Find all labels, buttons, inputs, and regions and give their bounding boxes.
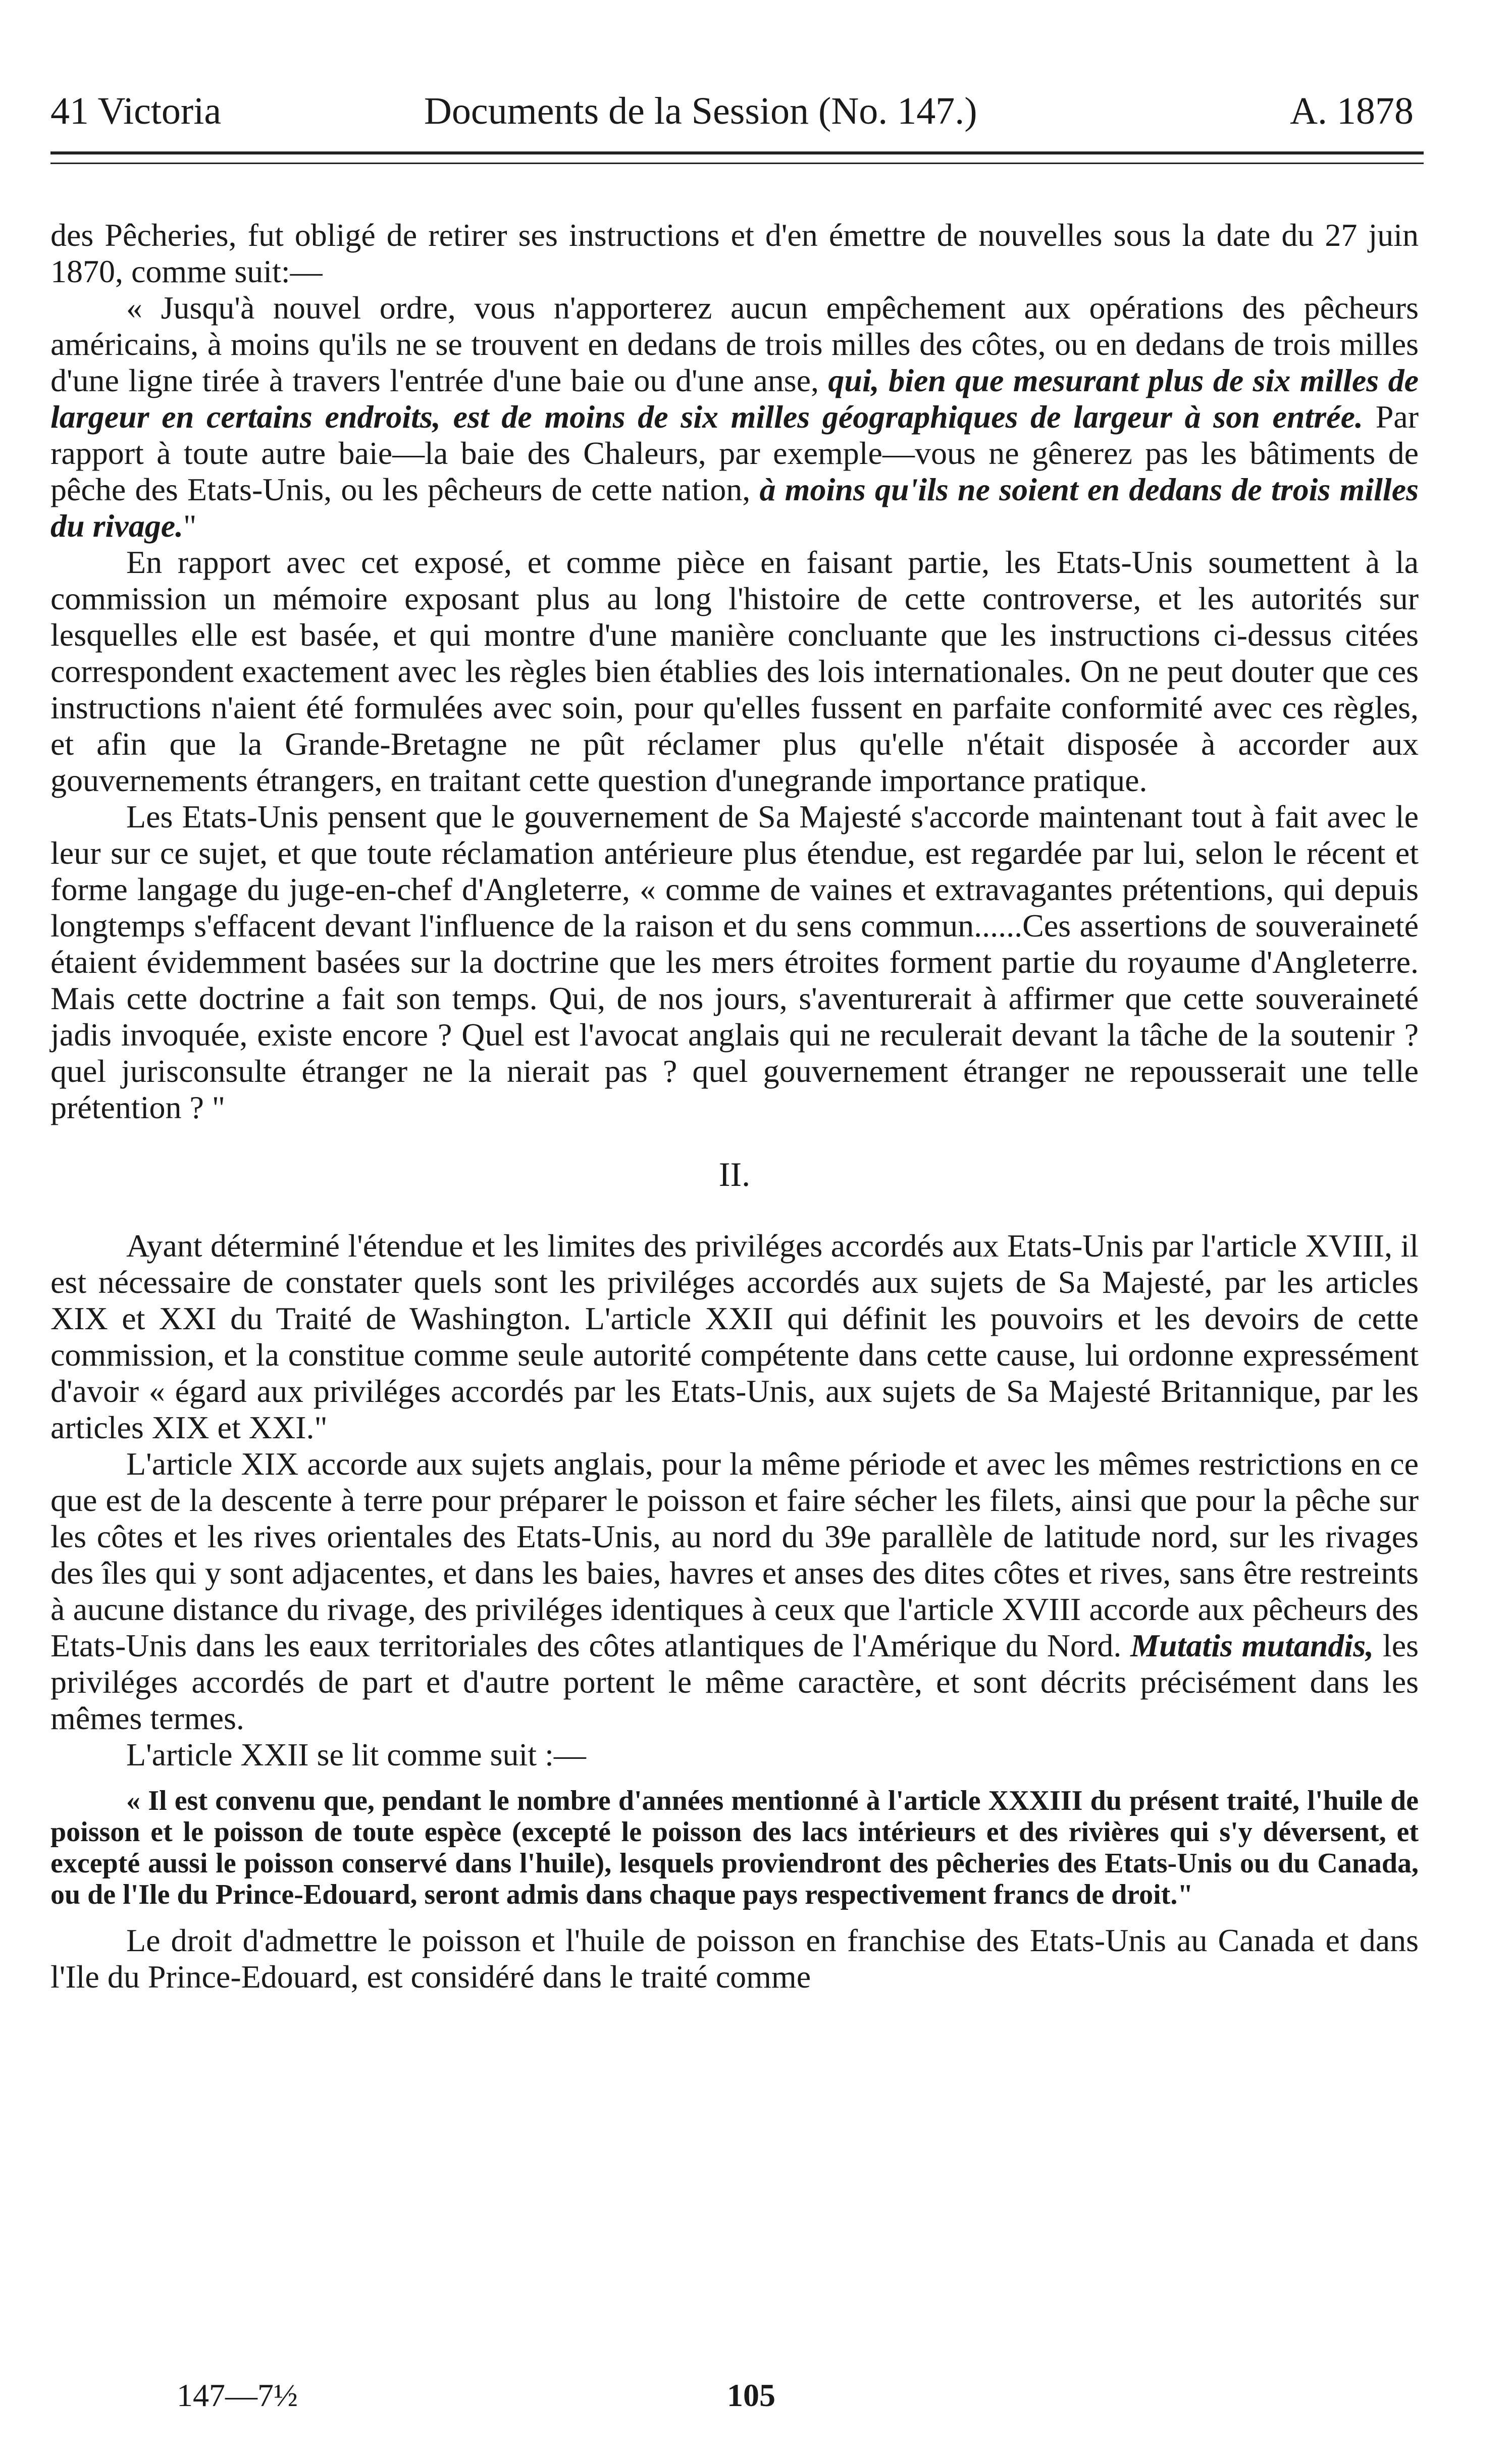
spacer — [50, 1910, 1419, 1922]
paragraph: Ayant déterminé l'étendue et les limites des priviléges accordés aux Etats-Unis par l'article XVIII, il est nécessaire de constater quels sont les priviléges accordés aux sujets de Sa Majesté, par les articles XIX et XXI du Traité de Washington. L'article XXII qui définit les pouvoirs et les devoirs de cette commission, et la constitue comme seule autorité compétente dans cette cause, lui ordonne expressément d'avoir « égard aux priviléges accordés par les Etats-Unis, aux sujets de Sa Majesté Britannique, par les articles XIX et XXI." — [50, 1228, 1419, 1445]
header-rule-thin — [50, 163, 1424, 164]
signature-mark: 147—7½ — [177, 2377, 298, 2413]
page-footer — [50, 2375, 1419, 2421]
text-run: les priviléges accordés de part et d'autre portent le même caractère, et sont décrits précisément dans les mêmes termes. — [50, 1628, 1419, 1736]
text-run: " — [183, 508, 197, 544]
text-run: Par rapport à toute autre baie—la baie des Chaleurs, par exemple—vous ne gênerez pas les bâtiments de pêche des Etats-Unis, ou les pêcheurs de cette nation, — [50, 399, 1419, 507]
paragraph: Le droit d'admettre le poisson et l'huile de poisson en franchise des Etats-Unis au Canada et dans l'Ile du Prince-Edouard, est considéré dans le traité comme — [50, 1922, 1419, 1995]
paragraph — [50, 1446, 1419, 1737]
page-body — [50, 217, 1419, 1995]
page-header — [50, 86, 1414, 141]
section-heading: II. — [718, 1155, 751, 1193]
paragraph: des Pêcheries, fut obligé de retirer ses instructions et d'en émettre de nouvelles sous la date du 27 juin 1870, comme suit:— — [50, 217, 1419, 289]
spacer — [50, 1773, 1419, 1785]
paragraph: Les Etats-Unis pensent que le gouvernement de Sa Majesté s'accorde maintenant tout à fait avec le leur sur ce sujet, et que toute réclamation antérieure plus étendue, est regardée par lui, selon le récent et forme langage du juge-en-chef d'Angleterre, « comme de vaines et extravagantes prétentions, qui depuis longtemps s'effacent devant l'influence de la raison et du sens commun......Ces assertions de souveraineté étaient évidemment basées sur la doctrine que les mers étroites forment partie du royaume d'Angleterre. Mais cette doctrine a fait son temps. Qui, de nos jours, s'aventurerait à affirmer que cette souveraineté jadis invoquée, existe encore ? Quel est l'avocat anglais qui ne reculerait devant la tâche de la soutenir ? quel jurisconsulte étranger ne la nierait pas ? quel gouvernement étranger ne repousserait une telle prétention ? " — [50, 799, 1419, 1125]
paragraph: En rapport avec cet exposé, et comme pièce en faisant partie, les Etats-Unis soumettent à la commission un mémoire exposant plus au long l'histoire de cette controverse, et les autorités sur lesquelles elle est basée, et qui montre d'une manière concluante que les instructions ci-dessus citées correspondent exactement avec les règles bien établies des lois internationales. On ne peut douter que ces instructions n'aient été formulées avec soin, pour qu'elles fussent en parfaite conformité avec ces règles, et afin que la Grande-Bretagne ne pût réclamer plus qu'elle n'était disposée à accorder aux gouvernements étrangers, en traitant cette question d'unegrande importance pratique. — [50, 544, 1419, 798]
header-rule-thick — [50, 151, 1424, 154]
header-volume: 41 Victoria — [50, 90, 222, 132]
quoted-instructions — [50, 290, 1419, 544]
text-run: L'article XIX accorde aux sujets anglais, pour la même période et avec les mêmes restrictions en ce que est de la descente à terre pour préparer le poisson et faire sécher les filets, ainsi que pour la pêche sur les côtes et les rives orientales des Etats-Unis, au nord du 39e parallèle de latitude nord, sur les rivages des îles qui y sont adjacentes, et dans les baies, havres et anses des dites côtes et rives, sans être restreints à aucune distance du rivage, des priviléges identiques à ceux que l'article XVIII accorde aux pêcheurs des Etats-Unis dans les eaux territoriales des côtes atlantiques de l'Amérique du Nord. — [50, 1446, 1419, 1663]
italic-run: Mutatis mutandis, — [1130, 1628, 1374, 1663]
page-number: 105 — [727, 2377, 775, 2413]
treaty-quotation: « Il est convenu que, pendant le nombre d'années mentionné à l'article XXXIII du présent traité, l'huile de poisson et le poisson de toute espèce (excepté le poisson des lacs intérieurs et des rivières qui s'y déversent, et excepté aussi le poisson conservé dans l'huile), lesquels proviendront des pêcheries des Etats-Unis ou du Canada, ou de l'Ile du Prince-Edouard, seront admis dans chaque pays respectivement francs de droit." — [50, 1785, 1419, 1910]
italic-run: à moins qu'ils ne soient en dedans de trois milles du rivage. — [50, 472, 1419, 544]
header-year: A. 1878 — [1290, 90, 1414, 132]
paragraph: L'article XXII se lit comme suit :— — [126, 1737, 586, 1772]
italic-run: qui, bien que mesurant plus de six milles de largeur en certains endroits, est de moins de six milles géographiques de largeur à son entrée. — [50, 362, 1419, 435]
header-title: Documents de la Session (No. 147.) — [424, 90, 977, 132]
text-run: « Jusqu'à nouvel ordre, vous n'apporterez aucun empêchement aux opérations des pêcheurs américains, à moins qu'ils ne se trouvent en dedans de trois milles des côtes, ou en dedans de trois milles d'une ligne tirée à travers l'entrée d'une baie ou d'une anse, — [50, 290, 1419, 398]
